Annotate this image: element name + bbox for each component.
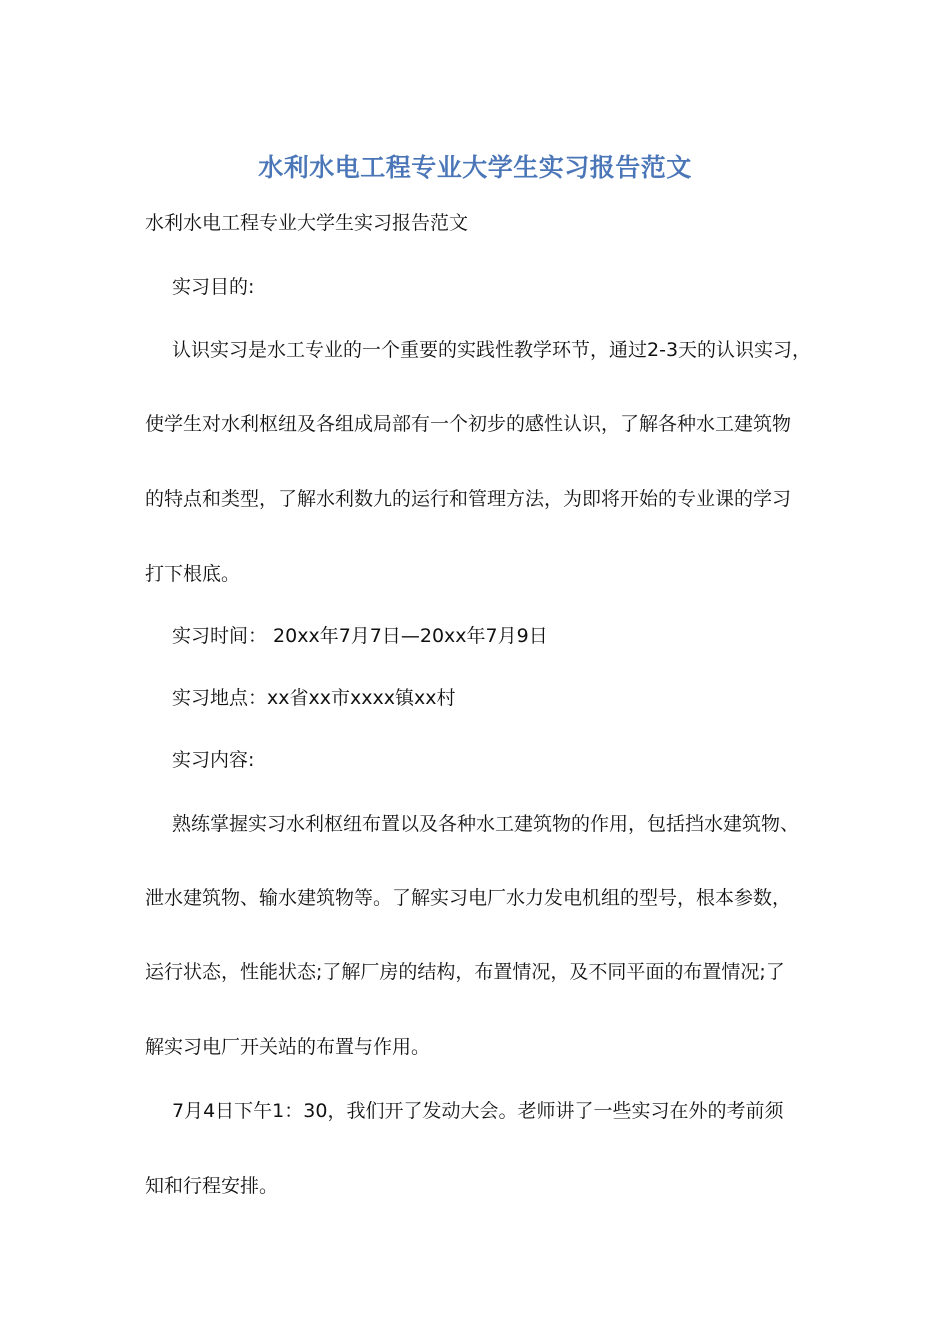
internship-location: 实习地点：xx省xx市xxxx镇xx村 bbox=[172, 687, 456, 709]
paragraph-line: 熟练掌握实习水利枢纽布置以及各种水工建筑物的作用，包括挡水建筑物、 bbox=[172, 813, 800, 835]
paragraph-line: 打下根底。 bbox=[145, 563, 241, 585]
paragraph-line: 泄水建筑物、输水建筑物等。了解实习电厂水力发电机组的型号，根本参数， bbox=[145, 887, 792, 909]
paragraph-line: 使学生对水利枢纽及各组成局部有一个初步的感性认识，了解各种水工建筑物 bbox=[145, 413, 792, 435]
paragraph-line: 认识实习是水工专业的一个重要的实践性教学环节，通过2-3天的认识实习， bbox=[172, 339, 812, 361]
paragraph-line: 运行状态，性能状态;了解厂房的结构，布置情况，及不同平面的布置情况;了 bbox=[145, 961, 785, 983]
section-heading-content: 实习内容: bbox=[172, 749, 255, 771]
document-subtitle: 水利水电工程专业大学生实习报告范文 bbox=[145, 212, 469, 234]
internship-time: 实习时间： 20xx年7月7日—20xx年7月9日 bbox=[172, 625, 548, 647]
paragraph-line: 解实习电厂开关站的布置与作用。 bbox=[145, 1036, 431, 1058]
section-heading-purpose: 实习目的: bbox=[172, 276, 255, 298]
document-title: 水利水电工程专业大学生实习报告范文 bbox=[258, 153, 692, 182]
paragraph-line: 知和行程安排。 bbox=[145, 1175, 279, 1197]
paragraph-line: 7月4日下午1：30，我们开了发动大会。老师讲了一些实习在外的考前须 bbox=[172, 1100, 784, 1122]
paragraph-line: 的特点和类型，了解水利数九的运行和管理方法，为即将开始的专业课的学习 bbox=[145, 488, 792, 510]
